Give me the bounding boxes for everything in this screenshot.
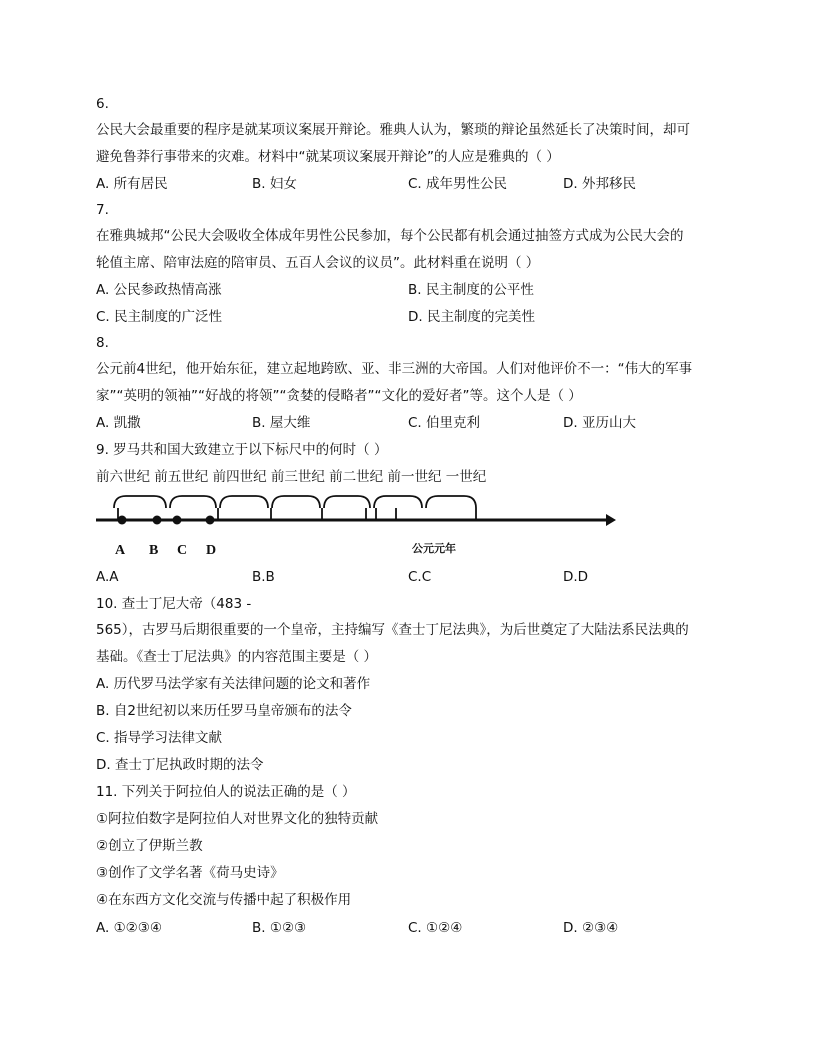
brace-7 [426, 496, 476, 508]
q7-options-row2 [96, 308, 736, 326]
q6-number: 6. [96, 96, 109, 112]
brace-4 [272, 496, 320, 508]
q11-item-4: ④在东西方文化交流与传播中起了积极作用 [96, 892, 352, 908]
q11-option-a[interactable]: A. ①②③④ [96, 920, 162, 936]
marker-d-dot [206, 516, 215, 525]
q10-text-line3: 基础。《查士丁尼法典》的内容范围主要是（ ） [96, 649, 378, 665]
q8-options [96, 414, 736, 432]
q8-text-line2: 家”“英明的领袖”“好战的将领”“贪婪的侵略者”“文化的爱好者”等。这个人是（ ） [96, 388, 582, 404]
q8-option-b[interactable]: B. 屋大维 [252, 415, 311, 431]
timeline-ruler [96, 490, 626, 560]
q9-text: 9. 罗马共和国大致建立于以下标尺中的何时（ ） [96, 442, 388, 458]
q9-option-a[interactable]: A.A [96, 569, 119, 585]
q7-option-d[interactable]: D. 民主制度的完美性 [408, 309, 535, 325]
q10-option-c[interactable]: C. 指导学习法律文献 [96, 730, 223, 746]
q6-options [96, 175, 736, 193]
q11-item-3: ③创作了文学名著《荷马史诗》 [96, 865, 284, 881]
brace-6 [374, 496, 422, 508]
q7-option-b[interactable]: B. 民主制度的公平性 [408, 282, 534, 298]
q6-option-d[interactable]: D. 外邦移民 [563, 176, 636, 192]
marker-b-dot [153, 516, 162, 525]
q8-option-c[interactable]: C. 伯里克利 [408, 415, 481, 431]
q11-text: 11. 下列关于阿拉伯人的说法正确的是（ ） [96, 784, 356, 800]
q7-number: 7. [96, 202, 109, 218]
q11-item-1: ①阿拉伯数字是阿拉伯人对世界文化的独特贡献 [96, 811, 379, 827]
marker-c-label: C [177, 543, 188, 558]
timeline-ticks [118, 508, 476, 520]
brace-2 [170, 496, 216, 508]
q7-options-row1 [96, 281, 736, 299]
q9-option-d[interactable]: D.D [563, 569, 589, 585]
marker-c-dot [173, 516, 182, 525]
brace-3 [220, 496, 268, 508]
q8-option-d[interactable]: D. 亚历山大 [563, 415, 636, 431]
q11-option-b[interactable]: B. ①②③ [252, 920, 307, 936]
q6-text-line2: 避免鲁莽行事带来的灾难。材料中“就某项议案展开辩论”的人应是雅典的（ ） [96, 149, 560, 165]
q10-text-line1: 10. 查士丁尼大帝（483 - [96, 596, 252, 612]
q9-century-labels: 前六世纪 前五世纪 前四世纪 前三世纪 前二世纪 前一世纪 一世纪 [96, 469, 487, 485]
q11-option-c[interactable]: C. ①②④ [408, 920, 463, 936]
q8-option-a[interactable]: A. 凯撒 [96, 415, 141, 431]
q10-option-b[interactable]: B. 自2世纪初以来历任罗马皇帝颁布的法令 [96, 703, 352, 719]
timeline-arrow [606, 514, 616, 526]
q6-option-c[interactable]: C. 成年男性公民 [408, 176, 508, 192]
q10-text-line2: 565），古罗马后期很重要的一个皇帝，主持编写《查士丁尼法典》，为后世奠定了大陆法系民法典的 [96, 622, 689, 638]
q7-option-a[interactable]: A. 公民参政热情高涨 [96, 282, 222, 298]
marker-a-dot [118, 516, 127, 525]
q11-option-d[interactable]: D. ②③④ [563, 920, 619, 936]
q8-number: 8. [96, 335, 109, 351]
q7-text-line1: 在雅典城邦“公民大会吸收全体成年男性公民参加，每个公民都有机会通过抽签方式成为公民大会的 [96, 228, 684, 244]
q9-option-c[interactable]: C.C [408, 569, 432, 585]
era-label: 公元元年 [412, 542, 456, 555]
q6-option-b[interactable]: B. 妇女 [252, 176, 297, 192]
q9-option-b[interactable]: B.B [252, 569, 275, 585]
q11-options [96, 919, 736, 937]
marker-d-label: D [206, 543, 217, 558]
q6-option-a[interactable]: A. 所有居民 [96, 176, 168, 192]
q6-text-line1: 公民大会最重要的程序是就某项议案展开辩论。雅典人认为，繁琐的辩论虽然延长了决策时间，却可 [96, 122, 690, 138]
q7-option-c[interactable]: C. 民主制度的广泛性 [96, 309, 223, 325]
q10-option-d[interactable]: D. 查士丁尼执政时期的法令 [96, 757, 264, 773]
q8-text-line1: 公元前4世纪，他开始东征，建立起地跨欧、亚、非三洲的大帝国。人们对他评价不一：“伟大的军事 [96, 361, 693, 377]
q7-text-line2: 轮值主席、陪审法庭的陪审员、五百人会议的议员”。此材料重在说明（ ） [96, 255, 540, 271]
brace-5 [324, 496, 370, 508]
q9-options [96, 568, 736, 586]
q11-item-2: ②创立了伊斯兰教 [96, 838, 203, 854]
brace-1 [114, 496, 166, 508]
marker-b-label: B [149, 543, 159, 558]
q10-option-a[interactable]: A. 历代罗马法学家有关法律问题的论文和著作 [96, 676, 371, 692]
century-braces [114, 496, 476, 508]
marker-a-label: A [115, 543, 126, 558]
